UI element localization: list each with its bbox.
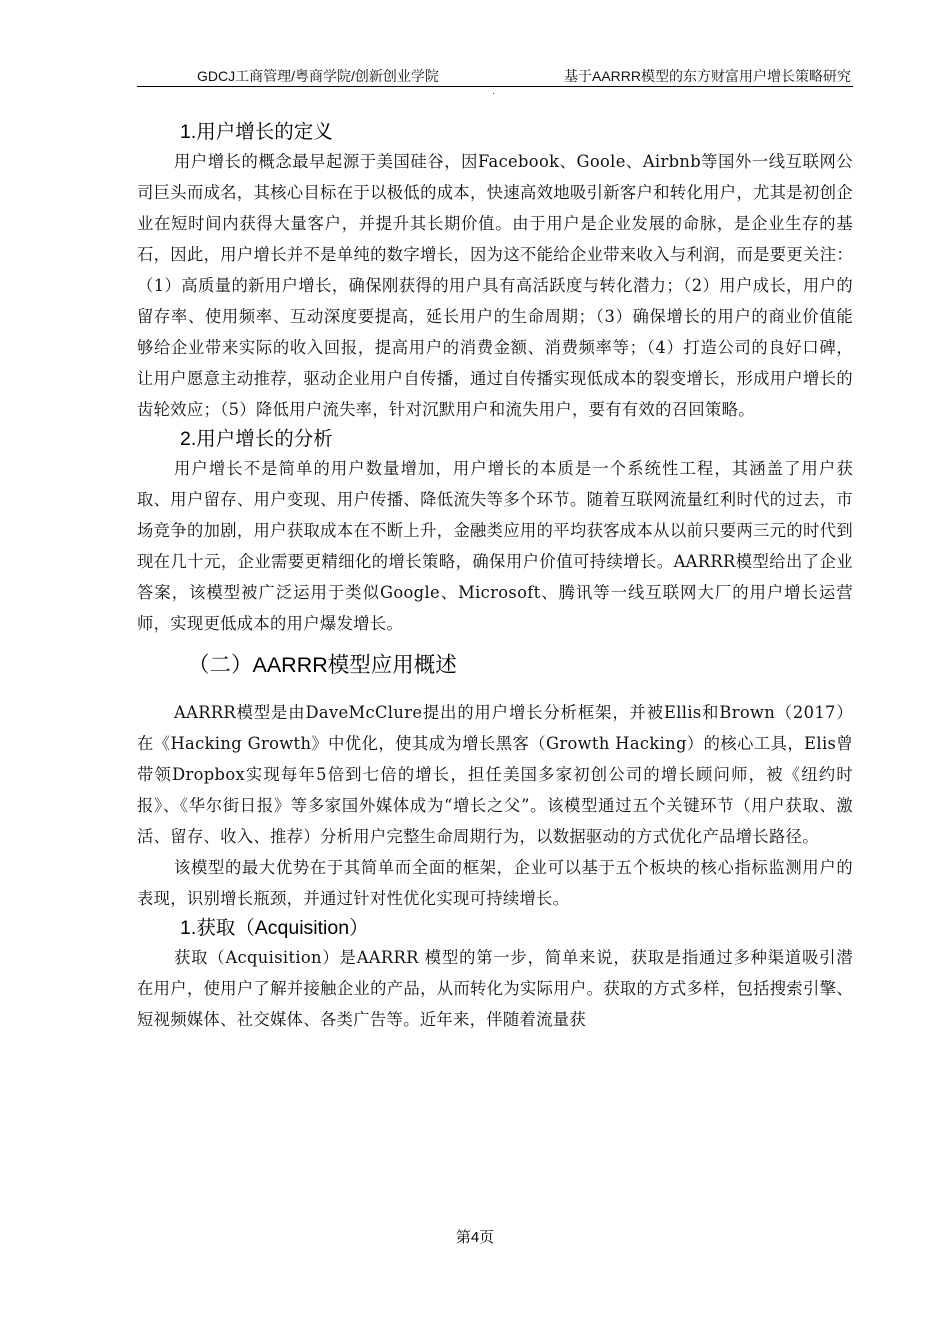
heading-user-growth-analysis: 2.用户增长的分析 <box>180 428 333 450</box>
paragraph-user-growth-analysis: 用户增长不是简单的用户数量增加，用户增长的本质是一个系统性工程，其涵盖了用户获取、用户留存、用户变现、用户传播、降低流失等多个环节。随着互联网流量红利时代的过去，市场竞争的加剧，用户获取成本在不断上升，金融类应用的平均获客成本从以前只要两三元的时代到现在几十元，企业需要更精细化的增长策略，确保用户价值可持续增长。AARRR模型给出了企业答案，该模型被广泛运用于类似Google、Microsoft、腾讯等一线互联网大厂的用户增长运营师，实现更低成本的用户爆发增长。 <box>137 459 853 633</box>
paragraph-aarrr-advantage: 该模型的最大优势在于其简单而全面的框架，企业可以基于五个板块的核心指标监测用户的表现，识别增长瓶颈，并通过针对性优化实现可持续增长。 <box>137 858 853 908</box>
header-right-title: 基于AARRR模型的东方财富用户增长策略研究 <box>563 68 851 84</box>
document-body <box>137 118 853 1035</box>
heading-user-growth-definition: 1.用户增长的定义 <box>180 121 333 143</box>
paragraph-acquisition: 获取（Acquisition）是AARRR 模型的第一步，简单来说，获取是指通过多种渠道吸引潜在用户，使用户了解并接触企业的产品，从而转化为实际用户。获取的方式多样，包括搜索引擎、短视频媒体、社交媒体、各类广告等。近年来，伴随着流量获 <box>137 948 853 1029</box>
header-left-text: GDCJ工商管理/粤商学院/创新创业学院 <box>197 68 439 84</box>
heading-aarrr-overview: （二）AARRR模型应用概述 <box>188 653 457 677</box>
page-header <box>137 66 853 87</box>
paragraph-aarrr-intro: AARRR模型是由DaveMcClure提出的用户增长分析框架，并被Ellis和Brown（2017）在《Hacking Growth》中优化，使其成为增长黑客（Growth Hacking）的核心工具，Elis曾带领Dropbox实现每年5倍到七倍的增长，担任美国多家初创公司的增长顾问师，被《纽约时报》、《华尔街日报》等多家国外媒体成为“增长之父”。该模型通过五个关键环节（用户获取、激活、留存、收入、推荐）分析用户完整生命周期行为，以数据驱动的方式优化产品增长路径。 <box>137 703 853 846</box>
paragraph-user-growth-definition: 用户增长的概念最早起源于美国硅谷，因Facebook、Goole、Airbnb等国外一线互联网公司巨头而成名，其核心目标在于以极低的成本，快速高效地吸引新客户和转化用户，尤其是初创企业在短时间内获得大量客户，并提升其长期价值。由于用户是企业发展的命脉，是企业生存的基石，因此，用户增长并不是单纯的数字增长，因为这不能给企业带来收入与利润，而是要更关注：（1）高质量的新用户增长，确保刚获得的用户具有高活跃度与转化潜力；（2）用户成长，用户的留存率、使用频率、互动深度要提高，延长用户的生命周期；（3）确保增长的用户的商业价值能够给企业带来实际的收入回报，提高用户的消费金额、消费频率等；（4）打造公司的良好口碑，让用户愿意主动推荐，驱动企业用户自传播，通过自传播实现低成本的裂变增长，形成用户增长的齿轮效应；（5）降低用户流失率，针对沉默用户和流失用户，要有有效的召回策略。 <box>137 152 853 419</box>
heading-acquisition: 1.获取（Acquisition） <box>180 917 369 939</box>
page-number: 第4页 <box>455 1229 495 1246</box>
header-mark: . <box>492 86 496 97</box>
